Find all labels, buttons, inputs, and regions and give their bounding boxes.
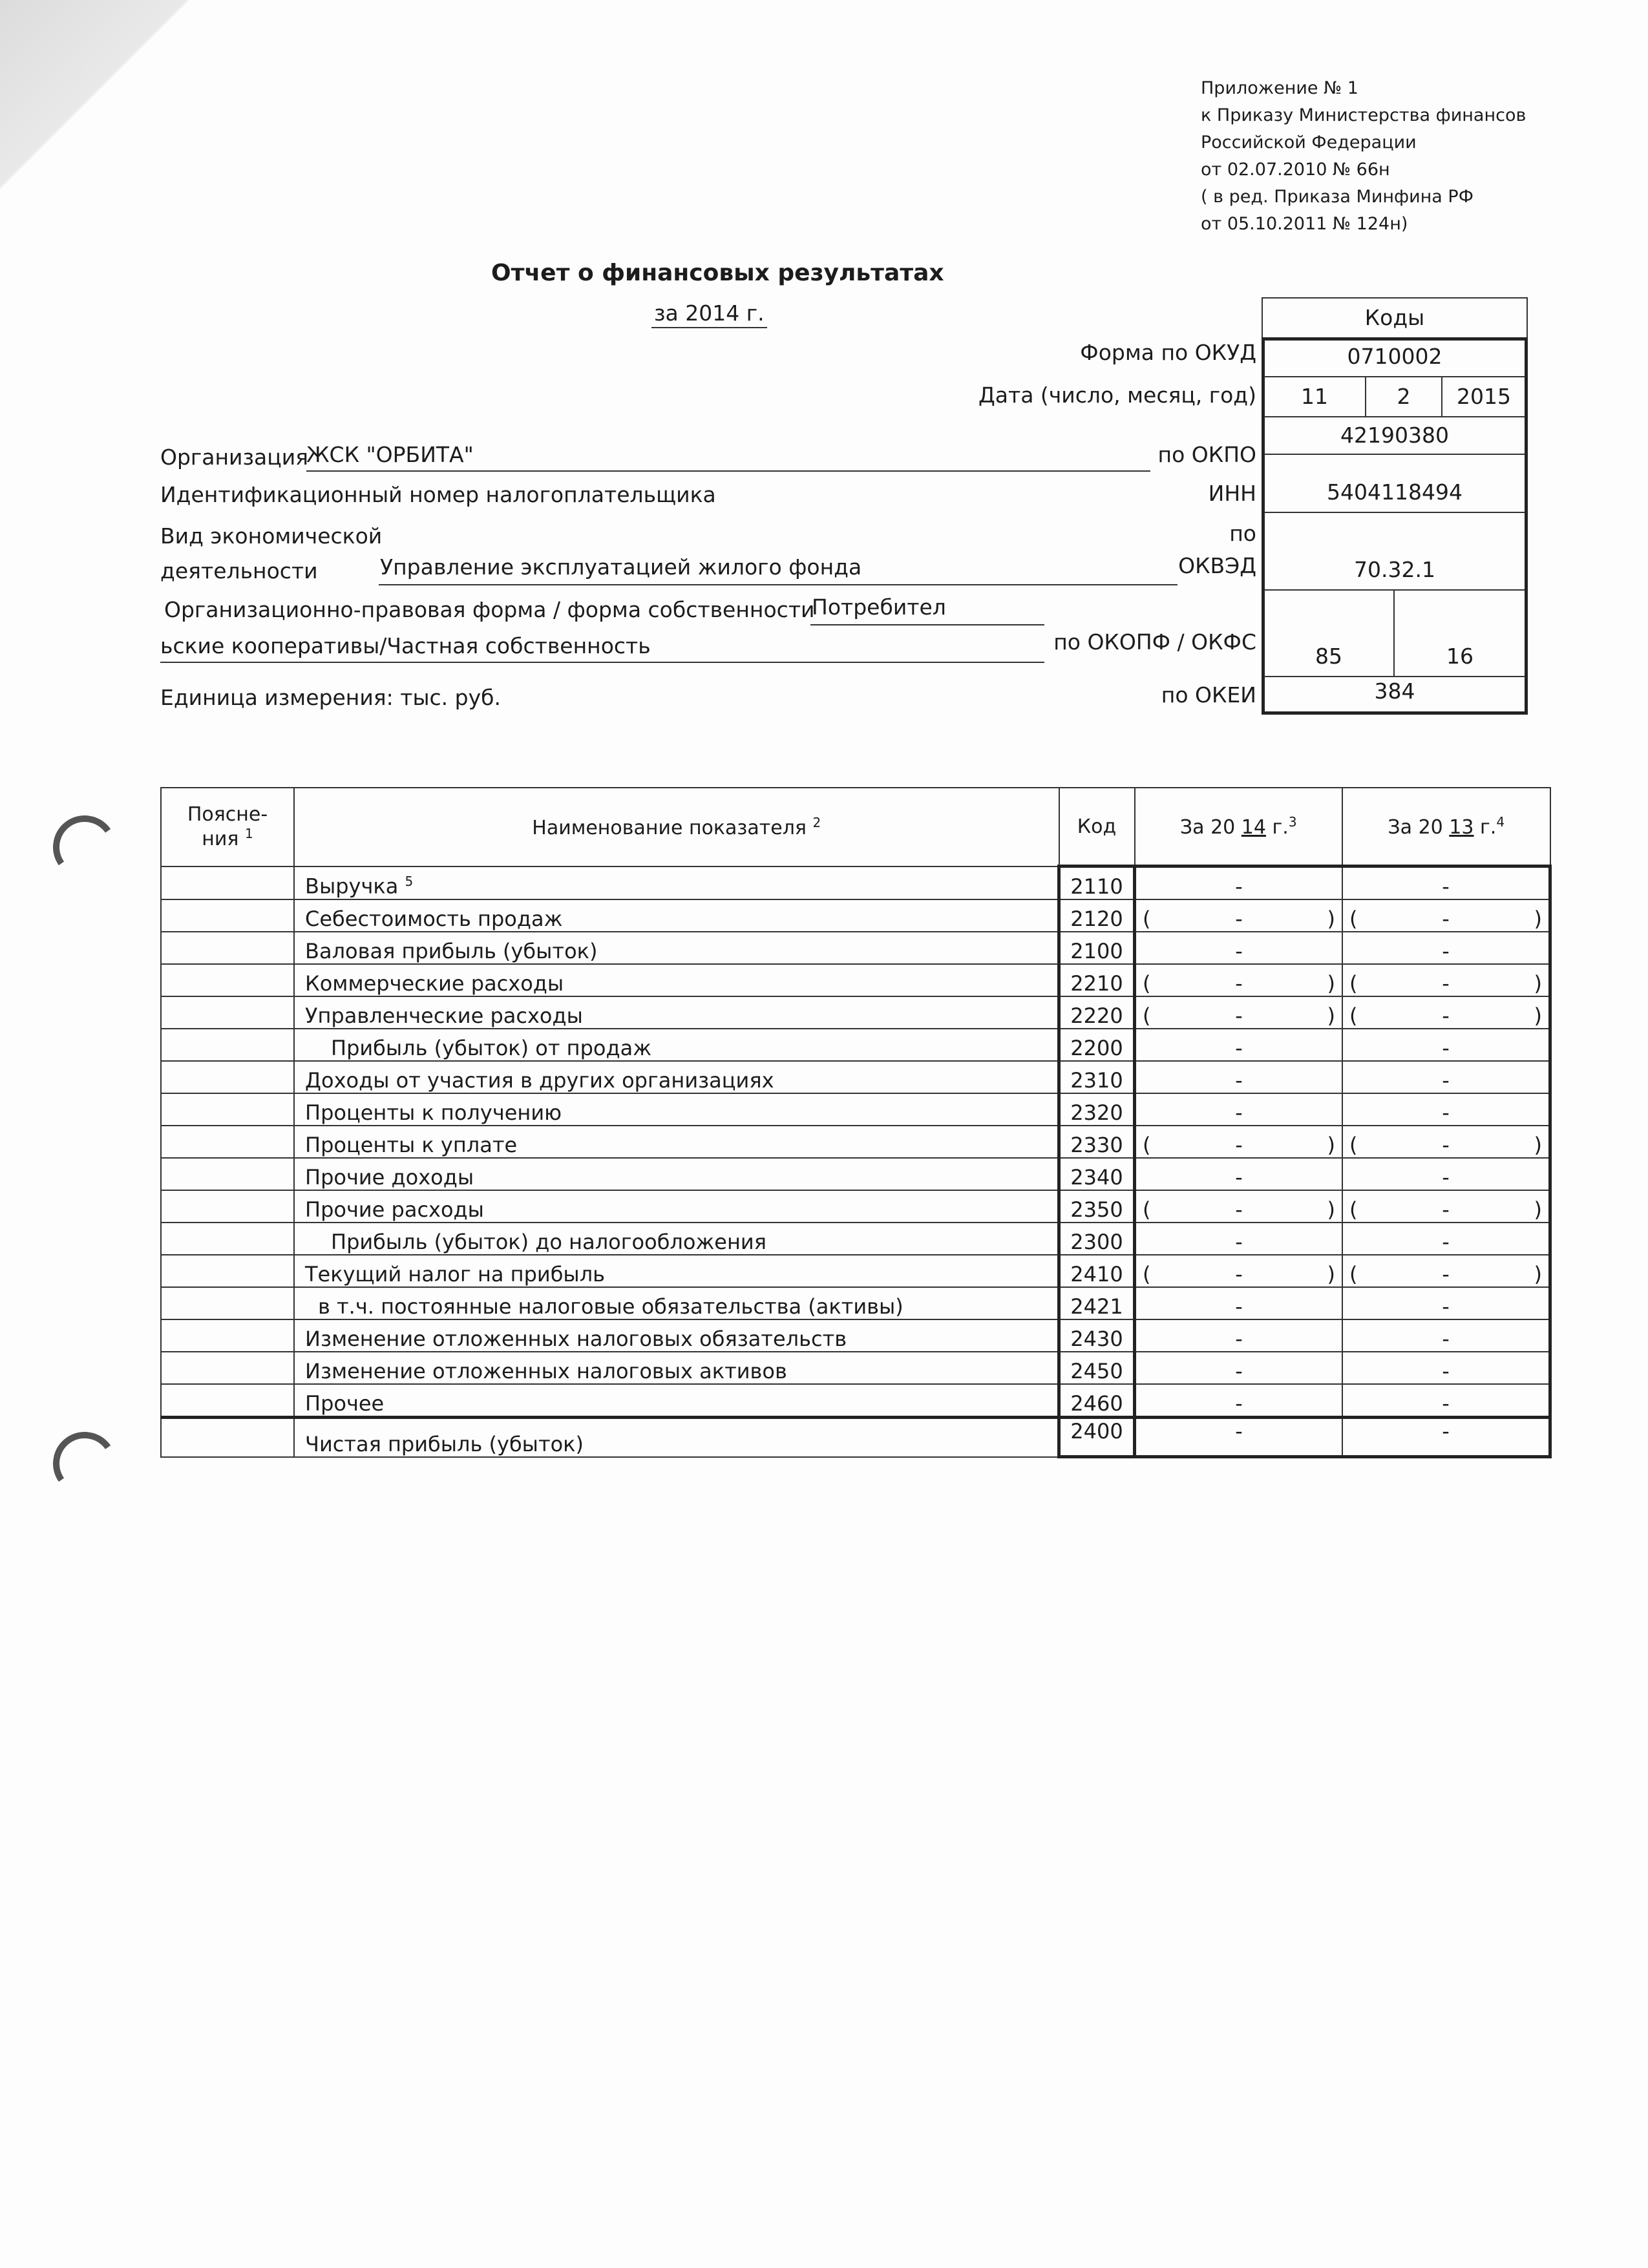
org-name: ЖСК "ОРБИТА" — [306, 442, 474, 467]
row-name: Коммерческие расходы — [294, 964, 1059, 996]
row-value-current: - — [1135, 1061, 1343, 1093]
row-name: Прочие доходы — [294, 1158, 1059, 1190]
row-value-previous: - — [1342, 1384, 1550, 1418]
row-value-previous: - — [1342, 932, 1550, 964]
header-indicator: Наименование показателя $^2$ — [294, 788, 1059, 866]
activity-value: Управление эксплуатацией жилого фонда — [380, 554, 862, 580]
row-name: Прочие расходы — [294, 1190, 1059, 1223]
row-value-current: ( - ) — [1135, 1126, 1343, 1158]
row-value-previous: ( - ) — [1342, 1190, 1550, 1223]
okopf-label: по ОКОПФ / ОКФС — [1053, 629, 1256, 655]
appendix-line: от 02.07.2010 № 66н — [1201, 160, 1390, 180]
row-name: Проценты к получению — [294, 1093, 1059, 1126]
row-value-current: ( - ) — [1135, 1255, 1343, 1287]
row-name: Прибыль (убыток) до налогообложения — [294, 1223, 1059, 1255]
row-code: 2320 — [1059, 1093, 1135, 1126]
okei-code: 384 — [1374, 678, 1415, 704]
row-value-current: ( - ) — [1135, 1190, 1343, 1223]
row-name: Проценты к уплате — [294, 1126, 1059, 1158]
row-code: 2430 — [1059, 1319, 1135, 1352]
row-value-current: - — [1135, 1384, 1343, 1418]
okved-code: 70.32.1 — [1354, 557, 1435, 582]
row-value-previous: - — [1342, 1287, 1550, 1319]
okpo-label: по ОКПО — [1157, 442, 1256, 467]
punch-hole-mark — [48, 810, 121, 884]
okud-label: Форма по ОКУД — [1080, 340, 1256, 365]
report-title: Отчет о финансовых результатах — [491, 260, 944, 286]
row-value-previous: ( - ) — [1342, 899, 1550, 932]
row-value-current: - — [1135, 1223, 1343, 1255]
appendix-line: от 05.10.2011 № 124н) — [1201, 214, 1408, 234]
row-value-current: - — [1135, 1029, 1343, 1061]
row-code: 2330 — [1059, 1126, 1135, 1158]
row-code: 2421 — [1059, 1287, 1135, 1319]
row-name: Управленческие расходы — [294, 996, 1059, 1029]
legal-form-value: ьские кооперативы/Частная собственность — [160, 633, 651, 658]
table-row — [161, 1255, 1550, 1287]
inn-code: 5404118494 — [1327, 479, 1463, 505]
unit-label: Единица измерения: тыс. руб. — [160, 685, 501, 710]
table-row — [161, 899, 1550, 932]
date-month: 2 — [1397, 384, 1411, 409]
appendix-line: Приложение № 1 — [1201, 78, 1358, 98]
row-value-previous: - — [1342, 1352, 1550, 1384]
activity-label: деятельности — [160, 558, 318, 583]
header-previous-year: За 20 13 г.$^4$ — [1342, 788, 1550, 866]
row-value-previous: - — [1342, 1029, 1550, 1061]
appendix-line: к Приказу Министерства финансов — [1201, 105, 1527, 125]
table-row — [161, 1352, 1550, 1384]
row-code: 2340 — [1059, 1158, 1135, 1190]
row-value-previous: - — [1342, 1223, 1550, 1255]
table-row — [161, 1093, 1550, 1126]
okud-code: 0710002 — [1347, 344, 1442, 369]
row-value-previous: ( - ) — [1342, 1126, 1550, 1158]
okpo-code: 42190380 — [1340, 423, 1449, 448]
table-row — [161, 866, 1550, 900]
row-name: Прочее — [294, 1384, 1059, 1418]
row-value-previous: - — [1342, 1319, 1550, 1352]
row-name: Себестоимость продаж — [294, 899, 1059, 932]
inn-full-label: Идентификационный номер налогоплательщика — [160, 482, 716, 507]
row-name: Чистая прибыль (убыток) — [294, 1418, 1059, 1457]
row-value-current: - — [1135, 932, 1343, 964]
row-value-previous: - — [1342, 1158, 1550, 1190]
okei-label: по ОКЕИ — [1161, 682, 1256, 708]
row-code: 2400 — [1059, 1418, 1135, 1457]
row-code: 2300 — [1059, 1223, 1135, 1255]
row-name: Изменение отложенных налоговых активов — [294, 1352, 1059, 1384]
row-value-current: - — [1135, 1093, 1343, 1126]
date-label: Дата (число, месяц, год) — [978, 383, 1256, 408]
table-row-total — [161, 1418, 1550, 1457]
appendix-line: ( в ред. Приказа Минфина РФ — [1201, 187, 1474, 207]
row-value-previous: - — [1342, 1418, 1550, 1457]
row-value-previous: - — [1342, 1093, 1550, 1126]
row-code: 2210 — [1059, 964, 1135, 996]
okfs-code: 16 — [1446, 644, 1474, 669]
row-value-current: - — [1135, 866, 1343, 900]
row-value-current: - — [1135, 1319, 1343, 1352]
table-row — [161, 1223, 1550, 1255]
scan-shadow — [0, 0, 207, 258]
row-value-current: - — [1135, 1418, 1343, 1457]
table-row — [161, 1061, 1550, 1093]
org-label: Организация — [160, 445, 309, 470]
row-code: 2450 — [1059, 1352, 1135, 1384]
appendix-line: Российской Федерации — [1201, 132, 1417, 152]
row-name: Доходы от участия в других организациях — [294, 1061, 1059, 1093]
row-name: Выручка $^5$ — [294, 866, 1059, 900]
row-value-previous: - — [1342, 866, 1550, 900]
date-year: 2015 — [1457, 384, 1511, 409]
row-value-current: ( - ) — [1135, 899, 1343, 932]
row-value-current: - — [1135, 1158, 1343, 1190]
row-code: 2200 — [1059, 1029, 1135, 1061]
row-value-previous: ( - ) — [1342, 964, 1550, 996]
table-row — [161, 1158, 1550, 1190]
row-value-current: ( - ) — [1135, 996, 1343, 1029]
inn-label: ИНН — [1208, 481, 1256, 506]
table-row — [161, 1029, 1550, 1061]
punch-hole-mark — [48, 1427, 121, 1500]
header-explanation: Поясне- ния $^1$ — [161, 788, 294, 866]
okopf-code: 85 — [1315, 644, 1342, 669]
okved-label: по — [1229, 521, 1256, 546]
row-value-previous: - — [1342, 1061, 1550, 1093]
row-code: 2310 — [1059, 1061, 1135, 1093]
table-row — [161, 1319, 1550, 1352]
header-current-year: За 20 14 г.$^3$ — [1135, 788, 1343, 866]
financial-results-table — [160, 787, 1552, 1458]
row-name: в т.ч. постоянные налоговые обязательства (активы) — [294, 1287, 1059, 1319]
date-day: 11 — [1301, 384, 1328, 409]
okved-label: ОКВЭД — [1178, 553, 1256, 578]
activity-label: Вид экономической — [160, 523, 383, 549]
row-code: 2350 — [1059, 1190, 1135, 1223]
table-row — [161, 1287, 1550, 1319]
header-code: Код — [1059, 788, 1135, 866]
appendix-note — [1201, 75, 1526, 238]
row-value-current: - — [1135, 1352, 1343, 1384]
table-row — [161, 1190, 1550, 1223]
row-name: Прибыль (убыток) от продаж — [294, 1029, 1059, 1061]
codes-header: Коды — [1262, 297, 1528, 339]
legal-form-value: Потребител — [812, 594, 946, 620]
row-name: Изменение отложенных налоговых обязательств — [294, 1319, 1059, 1352]
table-row — [161, 1126, 1550, 1158]
row-code: 2110 — [1059, 866, 1135, 900]
row-value-previous: ( - ) — [1342, 1255, 1550, 1287]
table-row — [161, 964, 1550, 996]
row-code: 2100 — [1059, 932, 1135, 964]
row-name: Текущий налог на прибыль — [294, 1255, 1059, 1287]
row-value-current: - — [1135, 1287, 1343, 1319]
row-value-previous: ( - ) — [1342, 996, 1550, 1029]
row-code: 2220 — [1059, 996, 1135, 1029]
table-row — [161, 996, 1550, 1029]
row-code: 2120 — [1059, 899, 1135, 932]
table-header — [161, 788, 1550, 866]
table-row — [161, 932, 1550, 964]
row-code: 2410 — [1059, 1255, 1135, 1287]
legal-form-label: Организационно-правовая форма / форма собственности — [164, 597, 815, 622]
row-name: Валовая прибыль (убыток) — [294, 932, 1059, 964]
row-value-current: ( - ) — [1135, 964, 1343, 996]
table-row — [161, 1384, 1550, 1418]
row-code: 2460 — [1059, 1384, 1135, 1418]
report-period: за 2014 г. — [651, 300, 767, 328]
